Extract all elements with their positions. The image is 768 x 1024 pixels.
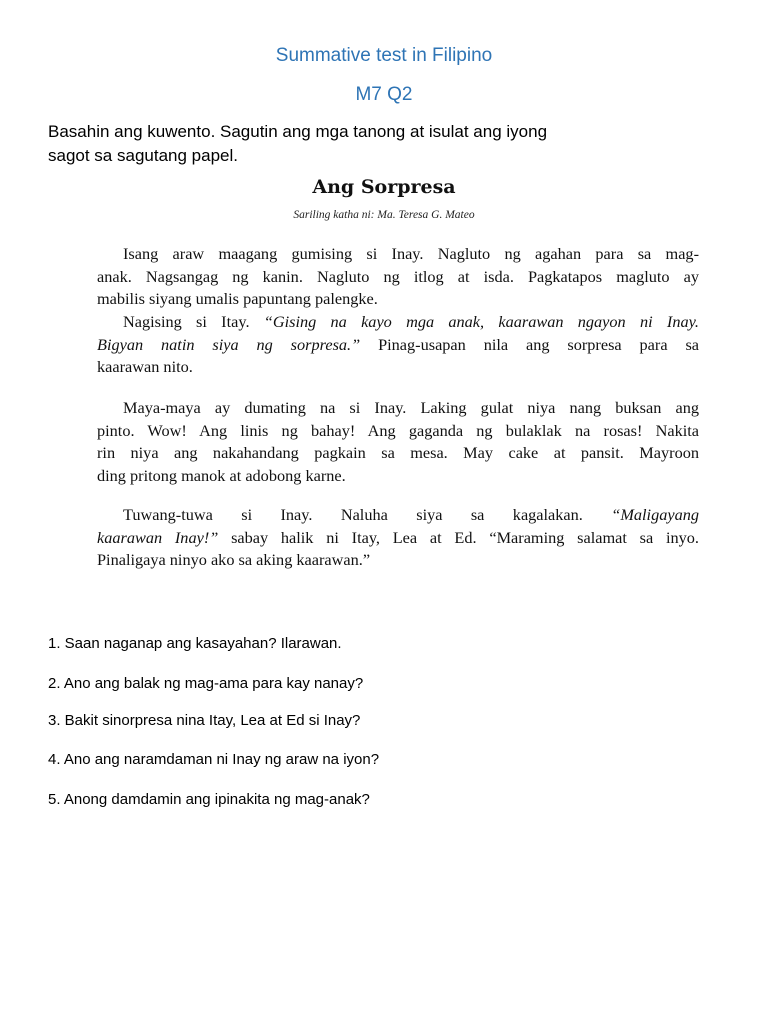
story-line: rin niya ang nakahandang pagkain sa mesa. May cake at pansit. Mayroon: [97, 443, 699, 462]
story-paragraph-1: [97, 243, 699, 311]
instructions-line-2: sagot sa sagutang papel.: [48, 146, 238, 165]
story-paragraph-2: [97, 311, 699, 379]
story-line: Maya-maya ay dumating na si Inay. Laking gulat niya nang buksan ang: [123, 398, 699, 417]
story-text: sabay halik ni Itay, Lea at Ed. “Maraming salamat sa inyo.: [218, 527, 699, 547]
story-paragraph-4: [97, 504, 699, 572]
story-text: Tuwang-tuwa si Inay. Naluha siya sa kagalakan.: [123, 505, 612, 524]
story-quote: “Gising na kayo mga anak, kaarawan ngayon ni Inay.: [263, 312, 699, 331]
story-quote: Bigyan natin siya ng sorpresa.”: [97, 334, 361, 354]
story-paragraph-3: [97, 397, 699, 487]
question-5: 5. Anong damdamin ang ipinakita ng mag-anak?: [48, 791, 370, 808]
story-line: kaarawan nito.: [97, 357, 193, 376]
story-quote: kaarawan Inay!”: [97, 527, 219, 547]
story-line: [97, 527, 699, 550]
story-line: mabilis siyang umalis papuntang palengke.: [97, 289, 378, 308]
story-line: [97, 311, 699, 334]
story-line: pinto. Wow! Ang linis ng bahay! Ang gaganda ng bulaklak na rosas! Nakita: [97, 420, 699, 440]
story-author: Sariling katha ni: Ma. Teresa G. Mateo: [293, 209, 475, 221]
story-line: [97, 334, 699, 357]
story-title: Ang Sorpresa: [312, 176, 456, 198]
story-text: Nagising si Itay.: [123, 312, 264, 331]
story-line: Pinaligaya ninyo ako sa aking kaarawan.”: [97, 550, 371, 569]
instructions-line-1: Basahin ang kuwento. Sagutin ang mga tanong at isulat ang iyong: [48, 122, 548, 141]
document-subtitle: M7 Q2: [355, 84, 413, 105]
question-2: 2. Ano ang balak ng mag-ama para kay nanay?: [48, 675, 364, 692]
question-4: 4. Ano ang naramdaman ni Inay ng araw na iyon?: [48, 751, 380, 768]
story-line: [97, 504, 699, 527]
story-text: Pinag-usapan nila ang sorpresa para sa: [360, 334, 700, 354]
story-quote: “Maligayang: [611, 505, 699, 524]
story-line: Isang araw maagang gumising si Inay. Nagluto ng agahan para sa mag-: [123, 244, 699, 263]
question-1: 1. Saan naganap ang kasayahan? Ilarawan.: [48, 635, 342, 652]
question-3: 3. Bakit sinorpresa nina Itay, Lea at Ed si Inay?: [48, 712, 361, 729]
instructions: [48, 120, 688, 168]
story-line: anak. Nagsangag ng kanin. Nagluto ng itlog at isda. Pagkatapos magluto ay: [97, 266, 699, 286]
story-line: ding pritong manok at adobong karne.: [97, 465, 346, 485]
document-title: Summative test in Filipino: [275, 45, 493, 66]
